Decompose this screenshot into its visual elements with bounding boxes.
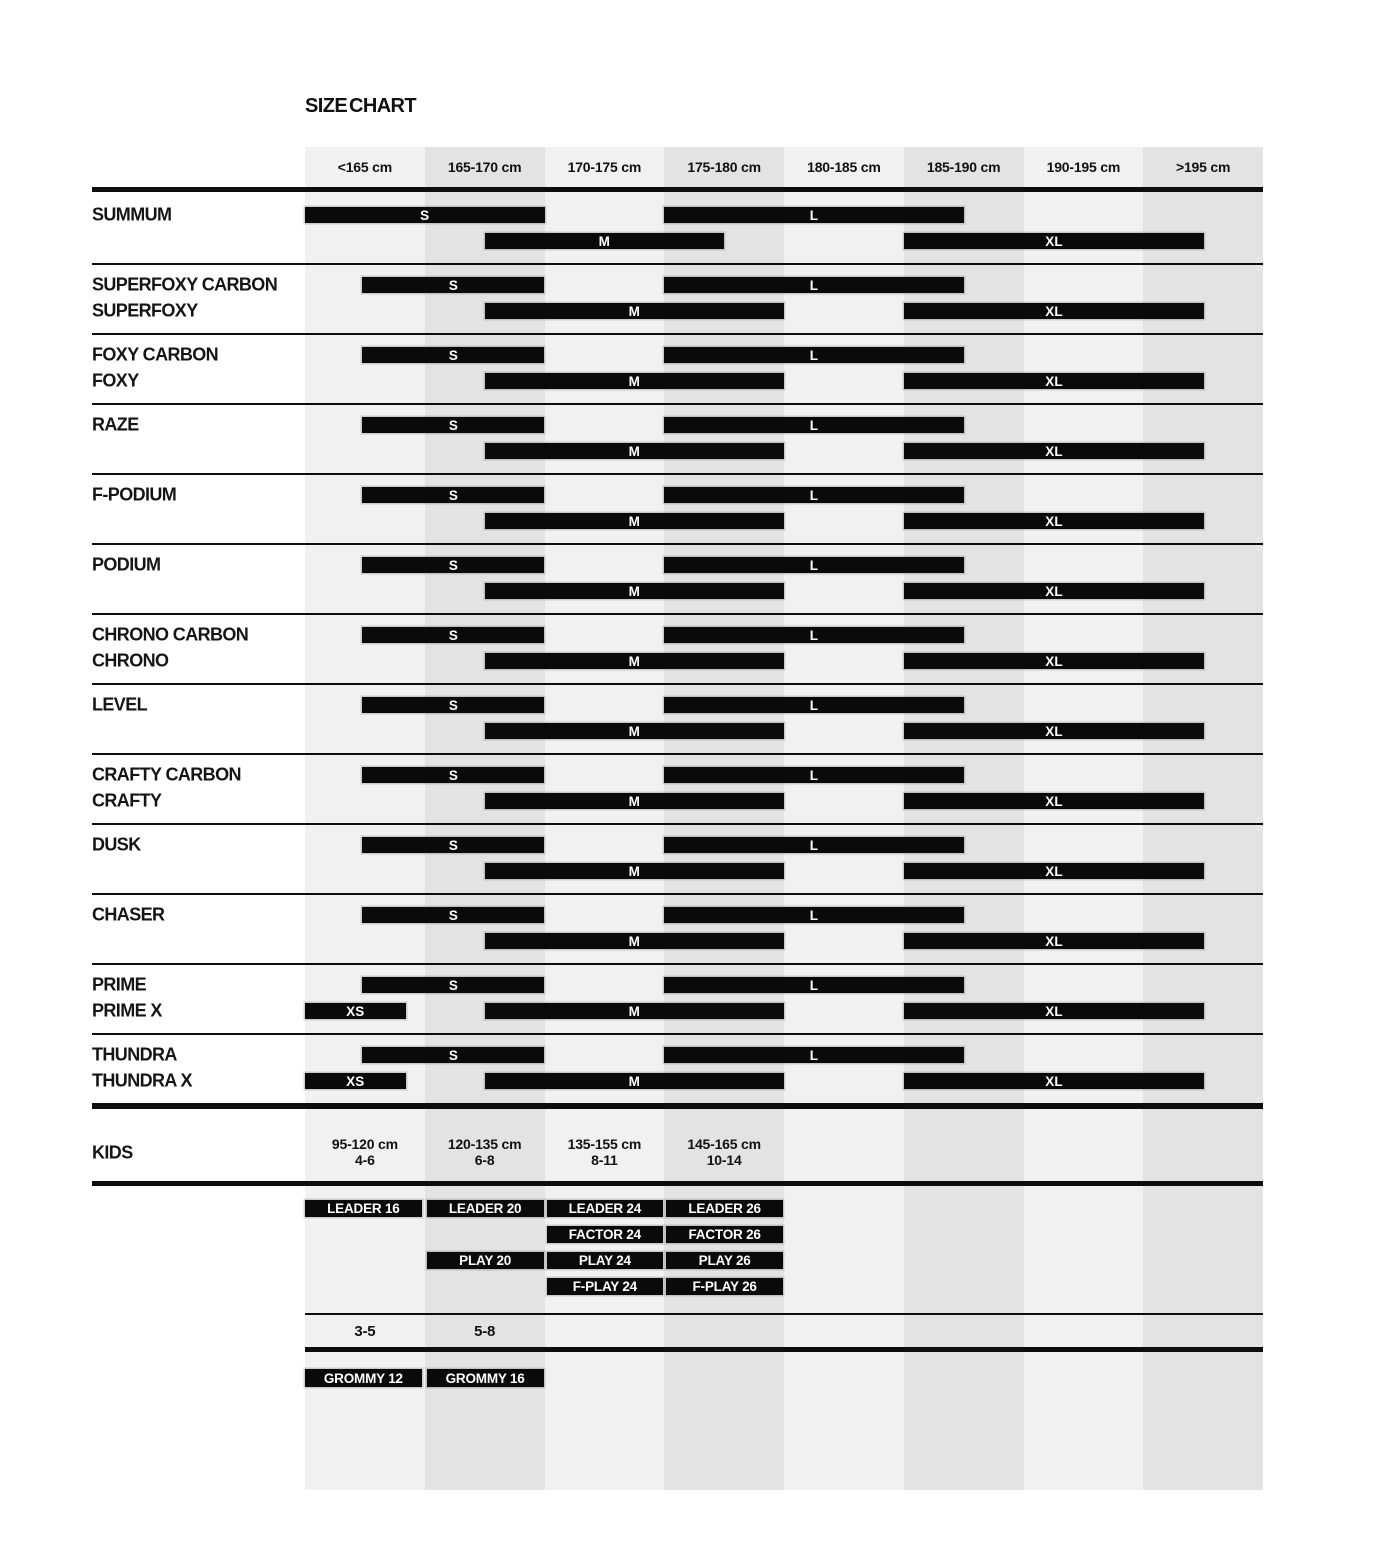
- model-label: F-PODIUM: [92, 484, 177, 505]
- column-header: <165 cm: [337, 159, 392, 175]
- model-separator-line: [92, 543, 1263, 545]
- column-stripe: [1143, 147, 1263, 1490]
- kids-age-range: 8-11: [591, 1152, 618, 1168]
- kids-bike-bar: F-PLAY 24: [547, 1278, 664, 1295]
- model-separator-line: [92, 963, 1263, 965]
- model-label: SUMMUM: [92, 204, 172, 225]
- size-bar: L: [664, 977, 963, 993]
- size-bar: S: [362, 697, 544, 713]
- size-bar: L: [664, 837, 963, 853]
- size-bar: M: [485, 303, 784, 319]
- size-bar: XS: [305, 1073, 406, 1089]
- chart-title: SIZE CHART: [305, 95, 417, 117]
- kids-bike-bar: LEADER 20: [427, 1200, 544, 1217]
- kids-height-range: 145-165 cm: [687, 1136, 761, 1152]
- model-label: FOXY CARBON: [92, 344, 219, 365]
- size-bar: XL: [904, 653, 1205, 669]
- kids-column-header: [545, 1126, 665, 1178]
- model-label: CHRONO: [92, 650, 169, 671]
- size-bar: M: [485, 583, 784, 599]
- kids-bike-bar: FACTOR 26: [666, 1226, 783, 1243]
- header-rule: [92, 187, 1263, 192]
- size-bar: XL: [904, 303, 1205, 319]
- size-bar: M: [485, 723, 784, 739]
- column-header: >195 cm: [1175, 159, 1231, 175]
- adult-section-end-rule: [92, 1103, 1263, 1109]
- size-bar: M: [485, 793, 784, 809]
- model-label: CRAFTY: [92, 790, 162, 811]
- column-header: 185-190 cm: [926, 159, 1001, 175]
- size-bar: XL: [904, 933, 1205, 949]
- kids-age-range: 10-14: [706, 1152, 742, 1168]
- size-bar: L: [664, 207, 963, 223]
- kids-column-header: [425, 1126, 545, 1178]
- model-label: DUSK: [92, 834, 141, 855]
- model-label: SUPERFOXY: [92, 300, 198, 321]
- model-label: SUPERFOXY CARBON: [92, 274, 278, 295]
- kids-age-range: 6-8: [474, 1152, 495, 1168]
- kids-column-header: [664, 1126, 784, 1178]
- model-label: CHRONO CARBON: [92, 624, 249, 645]
- model-label: LEVEL: [92, 694, 148, 715]
- size-bar: L: [664, 417, 963, 433]
- kids-height-range: 120-135 cm: [447, 1136, 522, 1152]
- kids-bike-bar: PLAY 20: [427, 1252, 544, 1269]
- model-label: CRAFTY CARBON: [92, 764, 241, 785]
- size-bar: L: [664, 907, 963, 923]
- size-bar: XL: [904, 1003, 1205, 1019]
- size-bar: XL: [904, 233, 1205, 249]
- model-separator-line: [92, 263, 1263, 265]
- size-bar: XL: [904, 513, 1205, 529]
- model-separator-line: [92, 753, 1263, 755]
- kids-column-header: [305, 1126, 425, 1178]
- size-bar: S: [362, 977, 544, 993]
- size-bar: L: [664, 557, 963, 573]
- size-bar: L: [664, 767, 963, 783]
- size-bar: XL: [904, 1073, 1205, 1089]
- column-header: 180-185 cm: [807, 159, 881, 175]
- size-bar: S: [362, 417, 544, 433]
- size-bar: S: [362, 767, 544, 783]
- size-bar: S: [305, 207, 545, 223]
- kids-bike-bar: PLAY 26: [666, 1252, 783, 1269]
- model-separator-line: [92, 893, 1263, 895]
- kids-bike-bar: LEADER 26: [666, 1200, 783, 1217]
- model-label: THUNDRA: [92, 1044, 177, 1065]
- size-bar: S: [362, 837, 544, 853]
- column-header: 190-195 cm: [1046, 159, 1121, 175]
- kids-header-rule: [92, 1181, 1263, 1186]
- toddler-bike-bar: GROMMY 16: [427, 1369, 544, 1387]
- model-separator-line: [92, 473, 1263, 475]
- kids-height-range: 95-120 cm: [331, 1136, 398, 1152]
- column-stripe: [1024, 147, 1144, 1490]
- model-label: RAZE: [92, 414, 139, 435]
- model-label: PRIME: [92, 974, 147, 995]
- model-separator-line: [92, 613, 1263, 615]
- model-label: THUNDRA X: [92, 1070, 192, 1091]
- size-bar: S: [362, 487, 544, 503]
- size-bar: L: [664, 697, 963, 713]
- size-bar: S: [362, 347, 544, 363]
- size-bar: M: [485, 1073, 784, 1089]
- size-bar: L: [664, 277, 963, 293]
- model-separator-line: [92, 683, 1263, 685]
- size-bar: S: [362, 557, 544, 573]
- size-bar: M: [485, 233, 725, 249]
- model-separator-line: [92, 823, 1263, 825]
- column-header: 175-180 cm: [687, 159, 761, 175]
- column-header: 170-175 cm: [567, 159, 642, 175]
- toddler-age-label: 5-8: [474, 1322, 496, 1340]
- size-bar: M: [485, 933, 784, 949]
- size-bar: XL: [904, 723, 1205, 739]
- size-bar: M: [485, 513, 784, 529]
- size-bar: XL: [904, 373, 1205, 389]
- kids-bike-bar: LEADER 24: [547, 1200, 664, 1217]
- model-label: PRIME X: [92, 1000, 162, 1021]
- kids-section-label: KIDS: [92, 1142, 133, 1163]
- size-bar: XL: [904, 443, 1205, 459]
- kids-bike-bar: FACTOR 24: [547, 1226, 664, 1243]
- model-label: PODIUM: [92, 554, 161, 575]
- toddler-bike-bar: GROMMY 12: [305, 1369, 422, 1387]
- size-bar: XL: [904, 793, 1205, 809]
- toddler-age-label: 3-5: [354, 1322, 376, 1340]
- kids-bike-bar: PLAY 24: [547, 1252, 664, 1269]
- size-bar: S: [362, 1047, 544, 1063]
- kids-bike-bar: LEADER 16: [305, 1200, 422, 1217]
- size-bar: L: [664, 347, 963, 363]
- size-bar: M: [485, 863, 784, 879]
- size-bar: XL: [904, 863, 1205, 879]
- size-bar: L: [664, 487, 963, 503]
- size-bar: S: [362, 907, 544, 923]
- column-header: 165-170 cm: [447, 159, 522, 175]
- kids-age-range: 4-6: [355, 1152, 375, 1168]
- model-separator-line: [92, 333, 1263, 335]
- size-bar: S: [362, 627, 544, 643]
- kids-bike-bar: F-PLAY 26: [666, 1278, 783, 1295]
- model-label: CHASER: [92, 904, 165, 925]
- size-bar: S: [362, 277, 544, 293]
- size-bar: M: [485, 1003, 784, 1019]
- size-bar: XL: [904, 583, 1205, 599]
- model-separator-line: [92, 403, 1263, 405]
- toddler-bottom-rule: [305, 1347, 1263, 1352]
- size-bar: XS: [305, 1003, 406, 1019]
- size-bar: M: [485, 373, 784, 389]
- size-bar: L: [664, 627, 963, 643]
- size-bar: L: [664, 1047, 963, 1063]
- size-bar: M: [485, 443, 784, 459]
- size-bar: M: [485, 653, 784, 669]
- model-separator-line: [92, 1033, 1263, 1035]
- model-label: FOXY: [92, 370, 139, 391]
- kids-height-range: 135-155 cm: [567, 1136, 642, 1152]
- toddler-top-rule: [305, 1313, 1263, 1315]
